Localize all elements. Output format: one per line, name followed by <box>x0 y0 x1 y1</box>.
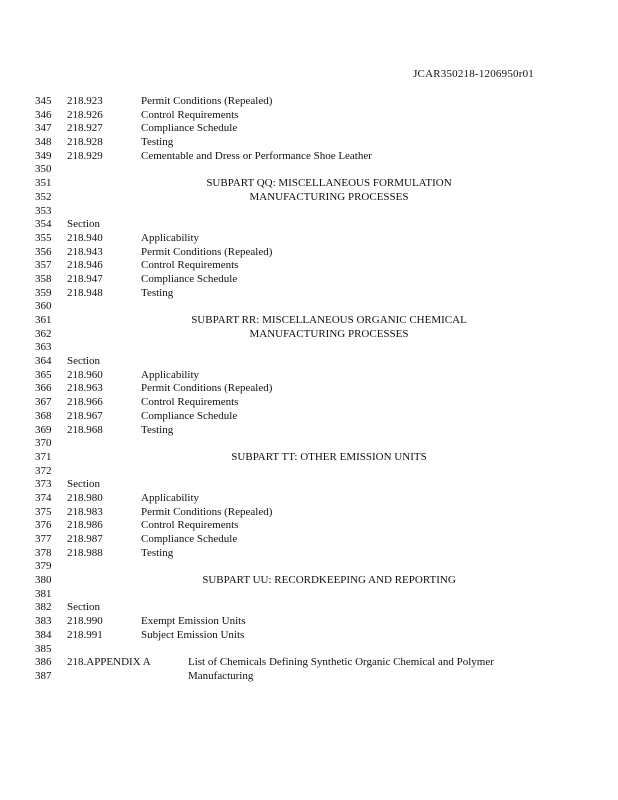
document-line <box>0 451 618 465</box>
line-number: 381 <box>35 587 52 600</box>
section-title: Testing <box>141 286 174 299</box>
section-number: 218.960 <box>67 368 103 381</box>
line-number: 369 <box>35 423 52 436</box>
section-title: Control Requirements <box>141 108 239 121</box>
section-number: 218.967 <box>67 409 103 422</box>
line-number: 386 <box>35 656 52 669</box>
line-number: 351 <box>35 177 52 190</box>
document-line <box>0 506 618 520</box>
section-title: Compliance Schedule <box>141 272 238 285</box>
line-number: 365 <box>35 368 52 381</box>
document-line <box>0 396 618 410</box>
document-line <box>0 369 618 383</box>
line-number: 349 <box>35 149 52 162</box>
document-line <box>0 109 618 123</box>
document-line <box>0 670 618 684</box>
document-line <box>0 601 618 615</box>
document-line <box>0 533 618 547</box>
section-number: 218.948 <box>67 286 103 299</box>
line-number: 378 <box>35 546 52 559</box>
line-number: 348 <box>35 136 52 149</box>
document-line <box>0 136 618 150</box>
line-number: 350 <box>35 163 52 176</box>
line-number: 347 <box>35 122 52 135</box>
section-title: Subject Emission Units <box>141 628 245 641</box>
section-number: 218.983 <box>67 505 103 518</box>
document-line <box>0 656 618 670</box>
subpart-heading: SUBPART QQ: MISCELLANEOUS FORMULATION <box>206 177 452 190</box>
section-number: 218.926 <box>67 108 103 121</box>
line-number: 354 <box>35 218 52 231</box>
section-title: Applicability <box>141 231 200 244</box>
section-label: Section <box>67 601 100 614</box>
document-line <box>0 615 618 629</box>
section-title: Testing <box>141 423 174 436</box>
document-line <box>0 246 618 260</box>
document-line <box>0 191 618 205</box>
section-number: 218.928 <box>67 136 103 149</box>
line-number: 379 <box>35 560 52 573</box>
line-number: 377 <box>35 533 52 545</box>
line-number: 385 <box>35 642 52 655</box>
line-number: 364 <box>35 355 52 368</box>
section-title: Control Requirements <box>141 396 239 409</box>
appendix-number: 218.APPENDIX A <box>67 656 151 669</box>
section-number: 218.929 <box>67 149 103 162</box>
appendix-title: Manufacturing <box>188 669 254 682</box>
document-line <box>0 478 618 492</box>
subpart-heading: MANUFACTURING PROCESSES <box>249 327 409 340</box>
subpart-heading: MANUFACTURING PROCESSES <box>249 190 409 203</box>
section-title: Applicability <box>141 368 200 381</box>
document-body <box>0 95 618 684</box>
section-number: 218.943 <box>67 245 103 258</box>
section-number: 218.963 <box>67 382 103 395</box>
line-number: 368 <box>35 409 52 422</box>
section-number: 218.966 <box>67 396 103 409</box>
document-line <box>0 355 618 369</box>
line-number: 357 <box>35 259 52 272</box>
line-number: 360 <box>35 300 52 313</box>
line-number: 361 <box>35 314 52 326</box>
document-line <box>0 465 618 479</box>
document-line <box>0 560 618 574</box>
subpart-heading: SUBPART RR: MISCELLANEOUS ORGANIC CHEMICAL <box>191 314 467 326</box>
document-line <box>0 437 618 451</box>
section-number: 218.991 <box>67 628 103 641</box>
section-title: Control Requirements <box>141 259 239 272</box>
document-line <box>0 300 618 314</box>
section-title: Compliance Schedule <box>141 409 238 422</box>
section-label: Section <box>67 355 100 368</box>
line-number: 366 <box>35 382 52 395</box>
document-line <box>0 205 618 219</box>
section-number: 218.923 <box>67 95 103 107</box>
line-number: 355 <box>35 231 52 244</box>
section-number: 218.968 <box>67 423 103 436</box>
line-number: 376 <box>35 519 52 532</box>
document-line <box>0 547 618 561</box>
line-number: 380 <box>35 574 52 587</box>
section-title: Testing <box>141 546 174 559</box>
line-number: 359 <box>35 286 52 299</box>
document-line <box>0 177 618 191</box>
section-number: 218.927 <box>67 122 103 135</box>
document-line <box>0 122 618 136</box>
section-title: Compliance Schedule <box>141 533 238 545</box>
document-line <box>0 314 618 328</box>
section-number: 218.940 <box>67 231 103 244</box>
document-line <box>0 382 618 396</box>
line-number: 382 <box>35 601 52 614</box>
section-title: Control Requirements <box>141 519 239 532</box>
document-line <box>0 492 618 506</box>
section-title: Testing <box>141 136 174 149</box>
line-number: 345 <box>35 95 52 107</box>
line-number: 383 <box>35 615 52 628</box>
document-line <box>0 218 618 232</box>
line-number: 352 <box>35 190 52 203</box>
line-number: 363 <box>35 341 52 354</box>
document-line <box>0 287 618 301</box>
line-number: 367 <box>35 396 52 409</box>
line-number: 370 <box>35 437 52 450</box>
line-number: 373 <box>35 478 52 491</box>
subpart-heading: SUBPART UU: RECORDKEEPING AND REPORTING <box>202 574 456 587</box>
section-title: Permit Conditions (Repealed) <box>141 382 273 395</box>
document-line <box>0 232 618 246</box>
document-line <box>0 163 618 177</box>
line-number: 346 <box>35 108 52 121</box>
document-line <box>0 588 618 602</box>
line-number: 374 <box>35 491 52 504</box>
section-title: Compliance Schedule <box>141 122 238 135</box>
line-number: 358 <box>35 272 52 285</box>
document-line <box>0 328 618 342</box>
section-title: Exempt Emission Units <box>141 615 246 628</box>
section-number: 218.980 <box>67 491 103 504</box>
document-line <box>0 410 618 424</box>
section-title: Applicability <box>141 491 200 504</box>
section-label: Section <box>67 478 100 491</box>
line-number: 353 <box>35 204 52 217</box>
section-number: 218.947 <box>67 272 103 285</box>
section-label: Section <box>67 218 100 231</box>
document-line <box>0 629 618 643</box>
line-number: 372 <box>35 464 52 477</box>
document-line <box>0 273 618 287</box>
document-line <box>0 643 618 657</box>
document-id: JCAR350218-1206950r01 <box>413 68 534 80</box>
line-number: 362 <box>35 327 52 340</box>
appendix-title: List of Chemicals Defining Synthetic Organic Chemical and Polymer <box>188 656 494 669</box>
section-number: 218.946 <box>67 259 103 272</box>
section-title: Permit Conditions (Repealed) <box>141 95 273 107</box>
section-title: Cementable and Dress or Performance Shoe Leather <box>141 149 372 162</box>
document-line <box>0 150 618 164</box>
document-line <box>0 574 618 588</box>
section-number: 218.988 <box>67 546 103 559</box>
document-line <box>0 424 618 438</box>
document-line <box>0 519 618 533</box>
subpart-heading: SUBPART TT: OTHER EMISSION UNITS <box>231 450 427 463</box>
section-title: Permit Conditions (Repealed) <box>141 245 273 258</box>
line-number: 387 <box>35 669 52 682</box>
section-number: 218.990 <box>67 615 103 628</box>
line-number: 371 <box>35 450 52 463</box>
line-number: 356 <box>35 245 52 258</box>
document-line <box>0 95 618 109</box>
section-number: 218.987 <box>67 533 103 545</box>
document-line <box>0 259 618 273</box>
document-line <box>0 341 618 355</box>
line-number: 384 <box>35 628 52 641</box>
section-number: 218.986 <box>67 519 103 532</box>
line-number: 375 <box>35 505 52 518</box>
section-title: Permit Conditions (Repealed) <box>141 505 273 518</box>
